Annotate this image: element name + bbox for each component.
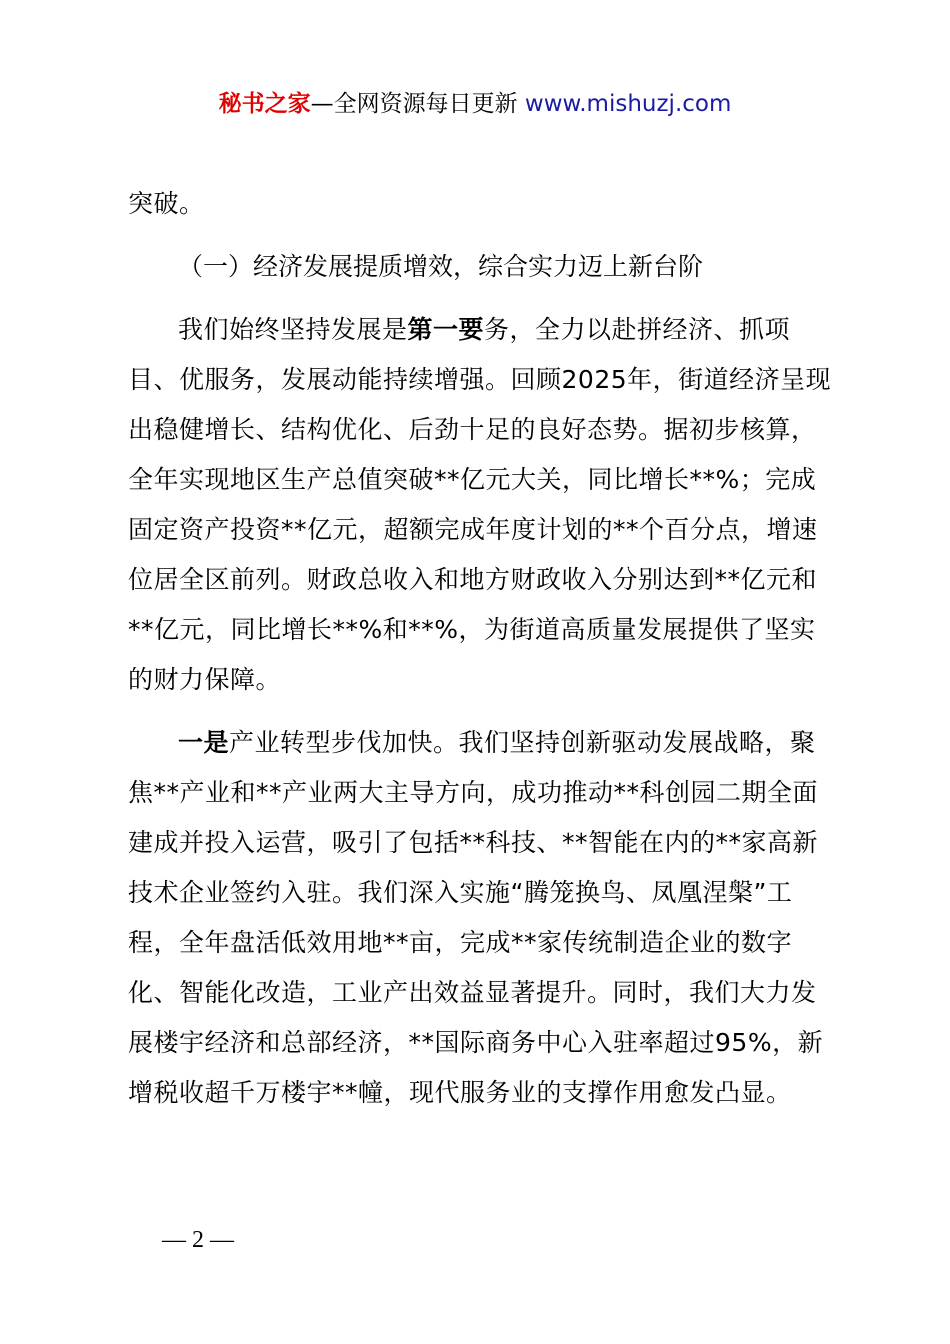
brand-name: 秘书之家 xyxy=(218,91,311,117)
paragraph-industry xyxy=(128,718,832,1118)
paragraph-gap xyxy=(128,705,832,718)
paragraph-industry-text: 产业转型步伐加快。我们坚持创新驱动发展战略，聚焦**产业和**产业两大主导方向，成功推动**科创园二期全面建成并投入运营，吸引了包括**科技、**智能在内的**家高新技术企业签约入驻。我们深入实施“腾笼换鸟、凤凰涅槃”工程，全年盘活低效用地**亩，完成**家传统制造企业的数字化、智能化改造，工业产出效益显著提升。同时，我们大力发展楼宇经济和总部经济，**国际商务中心入驻率超过95%，新增税收超千万楼宇**幢，现代服务业的支撑作用愈发凸显。 xyxy=(128,728,824,1107)
paragraph-economy xyxy=(128,305,832,705)
paragraph-gap xyxy=(128,229,832,242)
paragraph-economy-bold: 第一要 xyxy=(407,315,485,344)
header-tagline: —全网资源每日更新 xyxy=(310,91,525,117)
page-number: — 2 — xyxy=(162,1227,234,1253)
site-header xyxy=(0,86,950,122)
paragraph-gap xyxy=(128,292,832,305)
site-url[interactable]: www.mishuzj.com xyxy=(524,91,732,117)
continuation-paragraph: 突破。 xyxy=(128,189,205,218)
section-heading: （一）经济发展提质增效，综合实力迈上新台阶 xyxy=(178,252,704,281)
paragraph-economy-lead: 我们始终坚持发展是 xyxy=(178,315,408,344)
document-body xyxy=(128,179,832,1118)
paragraph-economy-text: 务，全力以赴拼经济、抓项目、优服务，发展动能持续增强。回顾2025年，街道经济呈现出稳健增长、结构优化、后劲十足的良好态势。据初步核算，全年实现地区生产总值突破**亿元大关，同比增长**%；完成固定资产投资**亿元，超额完成年度计划的**个百分点，增速位居全区前列。财政总收入和地方财政收入分别达到**亿元和**亿元，同比增长**%和**%，为街道高质量发展提供了坚实的财力保障。 xyxy=(128,315,832,694)
paragraph-industry-bold: 一是 xyxy=(178,728,230,757)
